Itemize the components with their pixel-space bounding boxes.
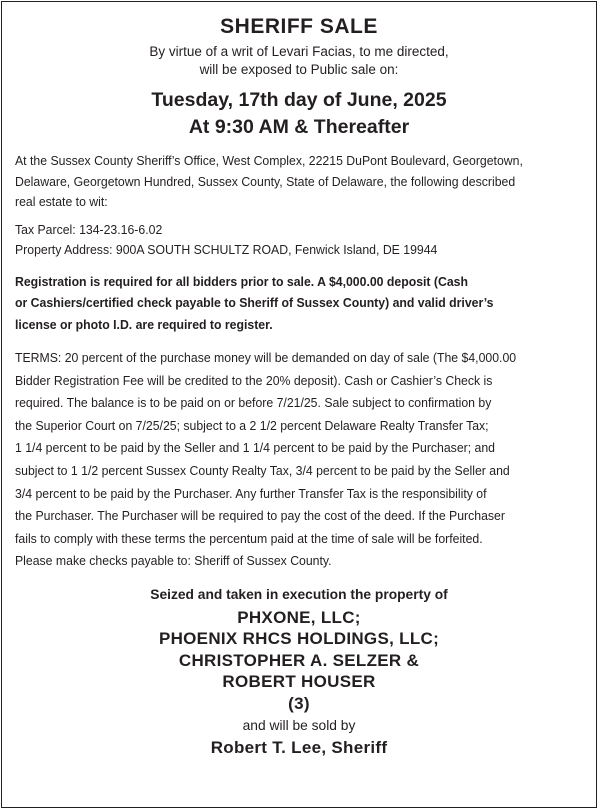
case-number: (3) (288, 693, 310, 713)
terms-line: the Superior Court on 7/25/25; subject to a 2 1/2 percent Delaware Realty Transfer Tax; (15, 417, 489, 433)
terms-paragraph (15, 347, 583, 573)
owner-name: CHRISTOPHER A. SELZER & (178, 650, 420, 670)
registration-paragraph (15, 271, 583, 336)
registration-line-1: Registration is required for all bidders prior to sale. A $4,000.00 deposit (Cash (15, 273, 468, 289)
registration-line-2: or Cashiers/certified check payable to Sheriff of Sussex County) and valid driver’s (15, 295, 494, 310)
notice-title: SHERIFF SALE (220, 15, 378, 38)
owner-name: PHOENIX RHCS HOLDINGS, LLC; (158, 629, 440, 649)
tax-parcel: Tax Parcel: 134-23.16-6.02 (15, 221, 163, 237)
sheriff-sale-notice (1, 1, 597, 808)
sold-by-text: and will be sold by (242, 718, 356, 734)
intro-line-1: By virtue of a writ of Levari Facias, to me directed, (149, 44, 449, 59)
seized-text: Seized and taken in execution the property of (150, 586, 448, 602)
intro-line-2: will be exposed to Public sale on: (199, 62, 399, 77)
terms-line: Please make checks payable to: Sheriff of Sussex County. (15, 553, 332, 569)
terms-line: TERMS: 20 percent of the purchase money will be demanded on day of sale (The $4,000.00 (15, 350, 517, 365)
sale-date-line: Tuesday, 17th day of June, 2025 (151, 89, 447, 111)
sale-date (2, 87, 596, 141)
property-address: Property Address: 900A SOUTH SCHULTZ ROAD, Fenwick Island, DE 19944 (15, 242, 438, 257)
terms-line: required. The balance is to be paid on or before 7/21/25. Sale subject to confirmation by (15, 395, 492, 411)
terms-line: fails to comply with these terms the percentum paid at the time of sale will be forfeited. (15, 530, 483, 546)
location-line-1: At the Sussex County Sheriff’s Office, West Complex, 22215 DuPont Boulevard, Georgetown, (15, 153, 523, 168)
terms-line: 3/4 percent to be paid by the Purchaser. Any further Transfer Tax is the responsibility of (15, 485, 487, 501)
terms-line: the Purchaser. The Purchaser will be required to pay the cost of the deed. If the Purchaser (15, 508, 505, 524)
location-line-3: real estate to wit: (15, 194, 108, 209)
terms-line: subject to 1 1/2 percent Sussex County Realty Tax, 3/4 percent to be paid by the Seller and (15, 462, 510, 478)
location-line-2: Delaware, Georgetown Hundred, Sussex County, State of Delaware, the following described (15, 173, 516, 189)
property-owners (2, 607, 596, 715)
intro-text (2, 43, 596, 79)
owner-name: PHXONE, LLC; (237, 607, 361, 627)
parcel-info (15, 220, 583, 261)
owner-name: ROBERT HOUSER (222, 672, 376, 692)
location-paragraph (15, 151, 583, 213)
sale-time-line: At 9:30 AM & Thereafter (188, 116, 410, 138)
terms-line: 1 1/4 percent to be paid by the Seller and 1 1/4 percent to be paid by the Purchaser; and (15, 440, 496, 456)
registration-line-3: license or photo I.D. are required to register. (15, 316, 273, 332)
terms-line: Bidder Registration Fee will be credited to the 20% deposit). Cash or Cashier’s Check is (15, 372, 493, 388)
sheriff-name: Robert T. Lee, Sheriff (210, 738, 388, 758)
